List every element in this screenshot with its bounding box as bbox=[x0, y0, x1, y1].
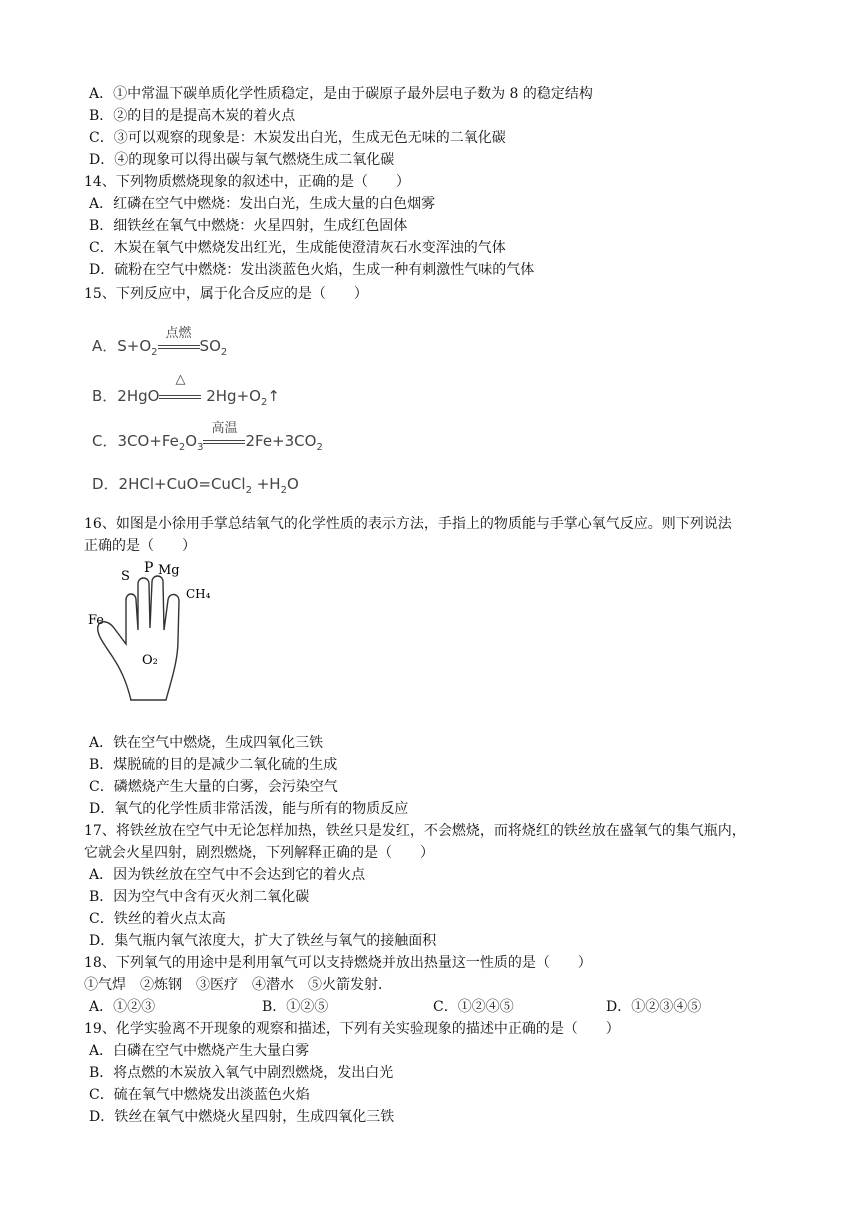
q18-option-b: B．①②⑤ bbox=[262, 999, 329, 1015]
q15-option-a: A．$S+O_2$ 点燃 $SO_2$ bbox=[92, 326, 228, 358]
hand-label-p: P bbox=[144, 560, 154, 576]
q19-option-a: A．白磷在空气中燃烧产生大量白雾 bbox=[89, 1043, 310, 1059]
q17-stem-line2: 它就会火星四射，剧烈燃烧，下列解释正确的是（ ） bbox=[84, 845, 434, 861]
q18-uses: ①气焊 ②炼钢 ③医疗 ④潜水 ⑤火箭发射． bbox=[84, 977, 392, 993]
hand-label-s: S bbox=[121, 569, 130, 584]
q13-option-d: D．④的现象可以得出碳与氧气燃烧生成二氧化碳 bbox=[89, 152, 395, 168]
q17-option-a: A．因为铁丝放在空气中不会达到它的着火点 bbox=[89, 867, 366, 883]
q14-option-c: C．木炭在氧气中燃烧发出红光，生成能使澄清灰石水变浑浊的气体 bbox=[89, 240, 506, 256]
q14-option-b: B．细铁丝在氧气中燃烧：火星四射，生成红色固体 bbox=[89, 218, 408, 234]
hand-label-fe: Fe bbox=[88, 613, 105, 628]
q15-option-b: B．2HgO △ $2Hg+O_2↑$ bbox=[92, 372, 280, 408]
q16-option-b: B．煤脱硫的目的是减少二氧化硫的生成 bbox=[89, 757, 338, 773]
q17-option-b: B．因为空气中含有灭火剂二氧化碳 bbox=[89, 889, 310, 905]
q14-option-a: A．红磷在空气中燃烧：发出白光，生成大量的白色烟雾 bbox=[89, 196, 436, 212]
q16-option-c: C．磷燃烧产生大量的白雾，会污染空气 bbox=[89, 779, 338, 795]
q16-stem-line2: 正确的是（ ） bbox=[84, 538, 196, 554]
q18-option-a: A．①②③ bbox=[89, 999, 156, 1015]
q13-option-c: C．③可以观察的现象是：木炭发出白光，生成无色无味的二氧化碳 bbox=[89, 130, 506, 146]
hand-label-o2: O₂ bbox=[142, 653, 158, 668]
hand-label-mg: Mg bbox=[158, 563, 180, 578]
q14-option-d: D．硫粉在空气中燃烧：发出淡蓝色火焰，生成一种有刺激性气味的气体 bbox=[89, 262, 535, 278]
q19-option-d: D．铁丝在氧气中燃烧火星四射，生成四氧化三铁 bbox=[89, 1109, 395, 1125]
q15-stem: 15、下列反应中，属于化合反应的是（ ） bbox=[84, 286, 368, 302]
q17-option-c: C．铁丝的着火点太高 bbox=[89, 911, 226, 927]
q16-stem-line1: 16、如图是小徐用手掌总结氧气的化学性质的表示方法，手指上的物质能与手掌心氧气反应。则下列说法 bbox=[84, 516, 732, 532]
q17-stem-line1: 17、将铁丝放在空气中无论怎样加热，铁丝只是发红，不会燃烧，而将烧红的铁丝放在盛氧气的集气瓶内， bbox=[84, 823, 746, 839]
q16-option-d: D．氧气的化学性质非常活泼，能与所有的物质反应 bbox=[89, 801, 409, 817]
q14-stem: 14、下列物质燃烧现象的叙述中，正确的是（ ） bbox=[84, 174, 410, 190]
q19-stem: 19、化学实验离不开现象的观察和描述，下列有关实验现象的描述中正确的是（ ） bbox=[84, 1021, 620, 1037]
q18-option-c: C．①②④⑤ bbox=[433, 999, 514, 1015]
q18-option-d: D．①②③④⑤ bbox=[606, 999, 702, 1015]
q19-option-b: B．将点燃的木炭放入氧气中剧烈燃烧，发出白光 bbox=[89, 1065, 394, 1081]
q13-option-a: A．①中常温下碳单质化学性质稳定，是由于碳原子最外层电子数为 8 的稳定结构 bbox=[89, 86, 593, 102]
q19-option-c: C．硫在氧气中燃烧发出淡蓝色火焰 bbox=[89, 1087, 310, 1103]
q17-option-d: D．集气瓶内氧气浓度大，扩大了铁丝与氧气的接触面积 bbox=[89, 933, 437, 949]
q13-option-b: B．②的目的是提高木炭的着火点 bbox=[89, 108, 296, 124]
hand-diagram bbox=[86, 560, 236, 705]
q18-stem: 18、下列氧气的用途中是利用氧气可以支持燃烧并放出热量这一性质的是（ ） bbox=[84, 955, 592, 971]
q15-option-d: D．2HCl+CuO=CuCl$_2$ $+H_2O$ bbox=[92, 475, 299, 496]
hand-label-ch4: CH₄ bbox=[186, 587, 211, 601]
q16-option-a: A．铁在空气中燃烧，生成四氧化三铁 bbox=[89, 735, 324, 751]
q15-option-c: C．$3CO+Fe_2O_3$ 高温 $2Fe+3CO_2$ bbox=[92, 421, 323, 453]
